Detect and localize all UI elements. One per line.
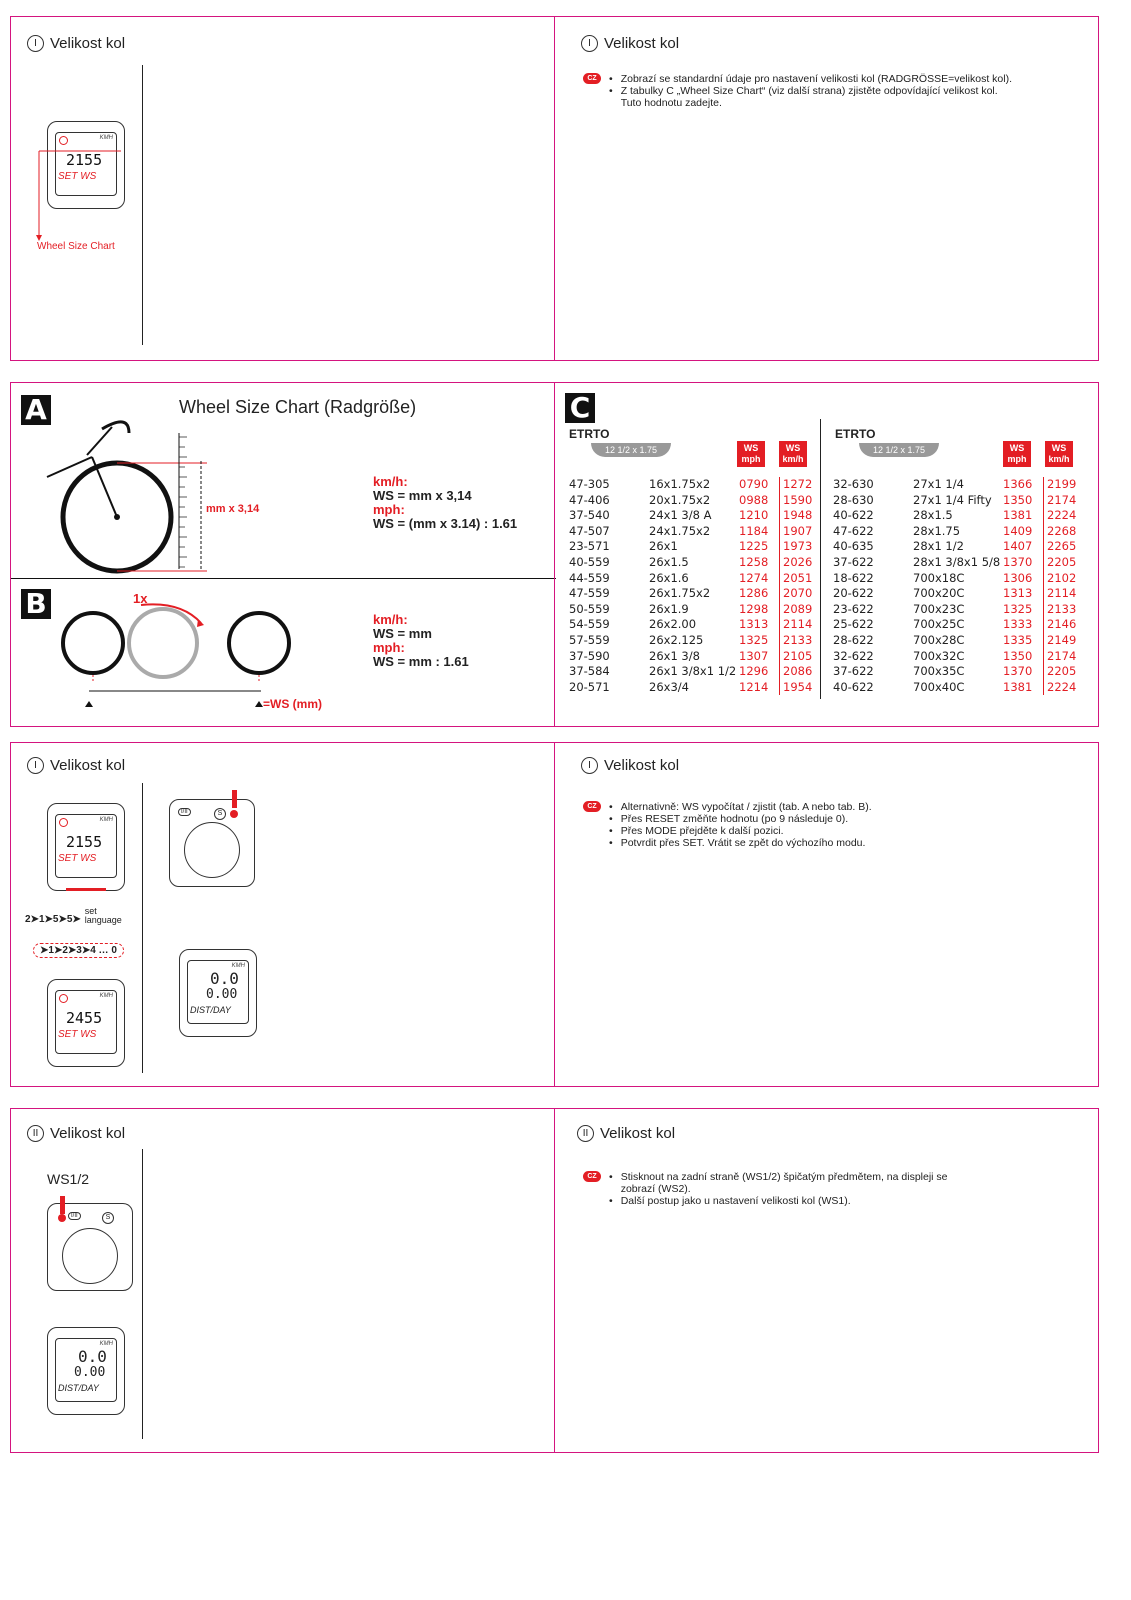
etrto-cell: 40-622: [833, 679, 874, 694]
ws-mph-cell: 1296: [739, 664, 769, 679]
panel-left-4: [10, 1108, 555, 1453]
table-row: [833, 633, 1083, 649]
header-kmh-left: WS km/h: [779, 441, 807, 467]
size-cell: 26x3/4: [649, 679, 689, 694]
size-cell: 26x2.00: [649, 617, 697, 632]
divider: [142, 1149, 143, 1439]
mode-two-icon: II: [577, 1125, 594, 1142]
ws-mph-cell: 1366: [1003, 477, 1033, 491]
ws-kmh-cell: 2105: [779, 649, 819, 665]
device-back: [169, 799, 255, 887]
bullet-3: Přes MODE přejděte k další pozici.: [620, 825, 784, 837]
arrow-lines: [31, 147, 131, 247]
mode-icon: [59, 136, 68, 145]
mode-one-icon: I: [581, 35, 598, 52]
arc-label-right: 12 1/2 x 1.75: [859, 443, 939, 457]
ws-mph-cell: 1274: [739, 570, 769, 585]
ws-kmh-cell: 2174: [1043, 493, 1083, 509]
bullet-2: Z tabulky C „Wheel Size Chart“ (viz další strana) zjistěte odpovídající velikost kol. Tuto hodnotu zadejte.: [620, 85, 998, 109]
etrto-cell: 28-622: [833, 632, 874, 647]
size-cell: 27x1 1/4: [913, 477, 964, 491]
size-cell: 26x2.125: [649, 632, 704, 647]
mode-one-icon: I: [27, 757, 44, 774]
ws-kmh-cell: 1272: [779, 477, 819, 493]
ws-kmh-cell: 2199: [1043, 477, 1083, 493]
bullet-1: Zobrazí se standardní údaje pro nastavení velikosti kol (RADGRÖSSE=velikost kol).: [620, 73, 1012, 85]
etrto-cell: 37-540: [569, 508, 610, 523]
panel-right-3: [554, 742, 1099, 1087]
bike-computer-2: [47, 979, 125, 1067]
etrto-cell: 23-622: [833, 601, 874, 616]
etrto-cell: 47-406: [569, 492, 610, 507]
table-row: [569, 664, 819, 680]
title-text: Velikost kol: [50, 35, 126, 52]
panel-title: [27, 35, 125, 52]
ws-kmh-cell: 2174: [1043, 649, 1083, 665]
ws-mph-cell: 1350: [1003, 648, 1033, 663]
table-row: [569, 555, 819, 571]
etrto-cell: 37-622: [833, 664, 874, 679]
etrto-cell: 54-559: [569, 617, 610, 632]
ws-kmh-cell: 2114: [779, 617, 819, 633]
rotation-label: 1x: [133, 591, 148, 606]
mode-one-icon: I: [27, 35, 44, 52]
bike-computer-1: [47, 803, 125, 891]
mph-label: mph:: [373, 502, 405, 517]
dist-label: DIST/DAY: [58, 1383, 99, 1393]
table-row: [569, 617, 819, 633]
language-badge: CZ: [583, 801, 601, 812]
table-row: [569, 680, 819, 696]
table-row: [833, 680, 1083, 696]
panel-title: [581, 35, 679, 52]
size-cell: 26x1.6: [649, 570, 689, 585]
ws-mph-cell: 1298: [739, 601, 769, 616]
size-cell: 24x1 3/8 A: [649, 508, 712, 523]
ws-mph-cell: 1307: [739, 648, 769, 663]
size-cell: 700x32C: [913, 648, 965, 663]
section-divider: [11, 578, 556, 579]
size-cell: 20x1.75x2: [649, 492, 711, 507]
alert-icon: [60, 1196, 65, 1214]
size-cell: 26x1 3/8x1 1/2: [649, 664, 737, 679]
etrto-cell: 37-622: [833, 554, 874, 569]
etrto-cell: 44-559: [569, 570, 610, 585]
etrto-cell: 32-630: [833, 477, 874, 491]
ws-mph-cell: 1184: [739, 523, 769, 538]
ws-mph-cell: 1286: [739, 586, 769, 601]
ws-pointer: [58, 1214, 66, 1222]
unit-label: KMH: [99, 135, 113, 141]
ws-kmh-cell: 2133: [1043, 602, 1083, 618]
ws-mph-cell: 1333: [1003, 617, 1033, 632]
header-mph-left: WS mph: [737, 441, 765, 467]
bike-computer-dist: [179, 949, 257, 1037]
ws-kmh-cell: 2102: [1043, 571, 1083, 587]
device-back: [47, 1203, 133, 1291]
table-row: [833, 555, 1083, 571]
ws-mph-cell: 1225: [739, 539, 769, 554]
battery-cover: [62, 1228, 118, 1284]
size-cell: 700x18C: [913, 570, 965, 585]
ws-kmh-cell: 2205: [1043, 555, 1083, 571]
ws-kmh-cell: 2268: [1043, 524, 1083, 540]
header-kmh-right: WS km/h: [1045, 441, 1073, 467]
etrto-cell: 40-559: [569, 554, 610, 569]
display-label: SET WS: [58, 853, 97, 864]
ws-mph-cell: 1214: [739, 679, 769, 694]
etrto-cell: 23-571: [569, 539, 610, 554]
language-badge: CZ: [583, 73, 601, 84]
display-screen: [55, 1338, 117, 1402]
size-cell: 28x1.5: [913, 508, 953, 523]
ws-kmh-cell: 2149: [1043, 633, 1083, 649]
ws-mph-cell: 0790: [739, 477, 769, 491]
display-label: SET WS: [58, 1029, 97, 1040]
table-row: [833, 477, 1083, 493]
display-screen: [55, 990, 117, 1054]
reset-button[interactable]: S: [102, 1212, 114, 1224]
ws-mph-cell: 1313: [1003, 586, 1033, 601]
table-row: [833, 508, 1083, 524]
formula-b: [373, 613, 469, 669]
panel-right-4: [554, 1108, 1099, 1453]
display-value: 2155: [66, 833, 103, 851]
table-row: [833, 602, 1083, 618]
panel-left-1: [10, 16, 555, 361]
bike-computer-dist: [47, 1327, 125, 1415]
unit-label: KMH: [99, 1341, 113, 1347]
header-mph-right: WS mph: [1003, 441, 1031, 467]
ws-kmh-cell: 2205: [1043, 664, 1083, 680]
etrto-cell: 47-507: [569, 523, 610, 538]
table-row: [833, 571, 1083, 587]
size-cell: 700x20C: [913, 586, 965, 601]
display-screen: [187, 960, 249, 1024]
ws-mph-cell: 1381: [1003, 679, 1033, 694]
ws-kmh-cell: 2224: [1043, 680, 1083, 696]
table-row: [833, 524, 1083, 540]
display-value: 2155: [66, 151, 103, 169]
ws-mph-cell: 1407: [1003, 539, 1033, 554]
ws-mph-cell: 1313: [739, 617, 769, 632]
table-row: [833, 617, 1083, 633]
ws-mph-cell: 1258: [739, 554, 769, 569]
instruction-list: CZ • Zobrazí se standardní údaje pro nastavení velikosti kol (RADGRÖSSE=velikost kol). • Z tabulky C „Wheel Size Chart“ (viz další strana) zjistěte odpovídající velikost kol. Tuto hodnotu zadejte.: [583, 73, 1083, 109]
ws-mph-cell: 1370: [1003, 554, 1033, 569]
wheel-table-right: [833, 477, 1083, 695]
size-cell: 16x1.75x2: [649, 477, 711, 491]
ws-kmh-cell: 1973: [779, 539, 819, 555]
ws-kmh-cell: 2051: [779, 571, 819, 587]
table-row: [569, 477, 819, 493]
ws-kmh-cell: 2265: [1043, 539, 1083, 555]
etrto-cell: 28-630: [833, 492, 874, 507]
title-text: Velikost kol: [604, 757, 680, 774]
size-cell: 28x1 1/2: [913, 539, 964, 554]
mode-icon: [59, 994, 68, 1003]
display-value: 2455: [66, 1009, 103, 1027]
table-row: [569, 571, 819, 587]
table-row: [833, 493, 1083, 509]
formula-a: [373, 475, 517, 531]
ws-kmh-cell: 2133: [779, 633, 819, 649]
ws-kmh-cell: 1948: [779, 508, 819, 524]
table-divider: [820, 419, 821, 699]
display-label: SET WS: [58, 171, 97, 182]
etrto-cell: 18-622: [833, 570, 874, 585]
mph-formula: WS = (mm x 3.14) : 1.61: [373, 516, 518, 531]
seq-language: language: [84, 915, 122, 925]
table-row: [833, 539, 1083, 555]
etrto-right: ETRTO: [835, 427, 876, 441]
ws-kmh-cell: 2114: [1043, 586, 1083, 602]
wheel-size-chart-link[interactable]: Wheel Size Chart: [37, 241, 115, 252]
reset-pointer: [230, 810, 238, 818]
mph-formula: WS = mm : 1.61: [373, 654, 469, 669]
letter-b: B: [21, 589, 51, 619]
bullet-2: Další postup jako u nastavení velikosti kol (WS1).: [620, 1195, 851, 1207]
ws-mph-cell: 1370: [1003, 664, 1033, 679]
ws-mph-cell: 1306: [1003, 570, 1033, 585]
panel-chart-c: [554, 382, 1099, 727]
instruction-list: CZ • Stisknout na zadní straně (WS1/2) špičatým předmětem, na displeji se zobrazí (WS2). • Další postup jako u nastavení velikosti kol (WS1).: [583, 1171, 1083, 1207]
ws-kmh-cell: 2146: [1043, 617, 1083, 633]
etrto-cell: 47-305: [569, 477, 610, 491]
ws-mph-cell: 1325: [1003, 601, 1033, 616]
ws-mph-cell: 1210: [739, 508, 769, 523]
ws-kmh-cell: 2026: [779, 555, 819, 571]
sequence-2: ➤1➤2➤3➤4 … 0: [33, 943, 124, 958]
mode-button[interactable]: I/II: [178, 808, 191, 816]
panel-title: [27, 757, 125, 774]
size-cell: 26x1 3/8: [649, 648, 700, 663]
table-row: [833, 586, 1083, 602]
seq-set: set: [84, 906, 97, 916]
display-screen: [55, 814, 117, 878]
kmh-label: km/h:: [373, 612, 408, 627]
arc-label-left: 12 1/2 x 1.75: [591, 443, 671, 457]
ws-label: WS1/2: [47, 1171, 90, 1187]
sequence-1: [25, 907, 122, 925]
panel-title: [581, 757, 679, 774]
etrto-cell: 50-559: [569, 601, 610, 616]
table-row: [569, 539, 819, 555]
bullet-2: Přes RESET změňte hodnotu (po 9 následuje 0).: [620, 813, 849, 825]
size-cell: 26x1.5: [649, 554, 689, 569]
ws-kmh-cell: 1907: [779, 524, 819, 540]
etrto-cell: 40-622: [833, 508, 874, 523]
ws-mph-cell: 1409: [1003, 523, 1033, 538]
etrto-cell: 20-622: [833, 586, 874, 601]
etrto-cell: 37-590: [569, 648, 610, 663]
wheel-table-left: [569, 477, 819, 695]
size-cell: 27x1 1/4 Fifty: [913, 492, 992, 507]
kmh-label: km/h:: [373, 474, 408, 489]
size-cell: 700x25C: [913, 617, 965, 632]
panel-title: [27, 1125, 125, 1142]
dist-big: 0.0: [78, 1347, 107, 1366]
dist-small: 0.00: [206, 987, 238, 1002]
panel-chart-ab: [10, 382, 555, 727]
instruction-list: CZ • Alternativně: WS vypočítat / zjistit (tab. A nebo tab. B). • Přes RESET změňte hodnotu (po 9 následuje 0). • Přes MODE přejděte k další pozici. • Potvrdit přes SET. Vrátit se zpět do výchozího modu.: [583, 801, 1083, 849]
etrto-cell: 47-622: [833, 523, 874, 538]
ws-label: =WS (mm): [263, 697, 323, 711]
unit-label: KMH: [99, 993, 113, 999]
table-row: [833, 664, 1083, 680]
ws-kmh-cell: 2089: [779, 602, 819, 618]
title-text: Velikost kol: [50, 1125, 126, 1142]
size-cell: 700x23C: [913, 601, 965, 616]
ws-kmh-cell: 1590: [779, 493, 819, 509]
ws-kmh-cell: 2070: [779, 586, 819, 602]
size-cell: 26x1: [649, 539, 678, 554]
chart-title: Wheel Size Chart (Radgröße): [179, 397, 417, 417]
etrto-cell: 20-571: [569, 679, 610, 694]
title-text: Velikost kol: [600, 1125, 676, 1142]
table-row: [569, 524, 819, 540]
size-cell: 26x1.9: [649, 601, 689, 616]
divider: [142, 65, 143, 345]
wheel-rotation-illustration: [51, 583, 371, 713]
ws-mph-cell: 1325: [739, 632, 769, 647]
button-highlight: [66, 888, 106, 891]
ws-kmh-cell: 2086: [779, 664, 819, 680]
table-row: [569, 649, 819, 665]
size-cell: 26x1.75x2: [649, 586, 711, 601]
etrto-cell: 32-622: [833, 648, 874, 663]
unit-label: KMH: [231, 963, 245, 969]
etrto-cell: 47-559: [569, 586, 610, 601]
letter-a: A: [21, 395, 51, 425]
size-cell: 28x1.75: [913, 523, 961, 538]
table-row: [833, 649, 1083, 665]
table-row: [569, 508, 819, 524]
mode-two-icon: II: [27, 1125, 44, 1142]
size-cell: 700x35C: [913, 664, 965, 679]
etrto-cell: 37-584: [569, 664, 610, 679]
ws-kmh-cell: 2224: [1043, 508, 1083, 524]
etrto-left: ETRTO: [569, 427, 610, 441]
dist-label: DIST/DAY: [190, 1005, 231, 1015]
size-cell: 700x28C: [913, 632, 965, 647]
dist-small: 0.00: [74, 1365, 106, 1380]
battery-cover: [184, 822, 240, 878]
panel-title: [577, 1125, 675, 1142]
dist-big: 0.0: [210, 969, 239, 988]
divider: [142, 783, 143, 1073]
kmh-formula: WS = mm x 3,14: [373, 488, 472, 503]
language-badge: CZ: [583, 1171, 601, 1182]
title-text: Velikost kol: [50, 757, 126, 774]
unit-label: KMH: [99, 817, 113, 823]
ws-mph-cell: 1350: [1003, 492, 1033, 507]
size-cell: 24x1.75x2: [649, 523, 711, 538]
seq-digits: 2➤1➤5➤5➤: [25, 914, 81, 925]
ruler: [177, 433, 207, 573]
ws-mph-cell: 1335: [1003, 632, 1033, 647]
mode-one-icon: I: [581, 757, 598, 774]
etrto-cell: 40-635: [833, 539, 874, 554]
etrto-cell: 25-622: [833, 617, 874, 632]
ws-button[interactable]: I/II: [68, 1212, 81, 1220]
measure-label: mm x 3,14: [206, 503, 260, 515]
panel-right-1: [554, 16, 1099, 361]
ws-mph-cell: 0988: [739, 492, 769, 507]
mph-label: mph:: [373, 640, 405, 655]
size-cell: 700x40C: [913, 679, 965, 694]
reset-button[interactable]: S: [214, 808, 226, 820]
size-cell: 28x1 3/8x1 5/8: [913, 554, 1001, 569]
alert-icon: [232, 790, 237, 808]
bullet-1: Alternativně: WS vypočítat / zjistit (tab. A nebo tab. B).: [620, 801, 872, 813]
table-row: [569, 633, 819, 649]
ws-mph-cell: 1381: [1003, 508, 1033, 523]
table-row: [569, 602, 819, 618]
bullet-1: Stisknout na zadní straně (WS1/2) špičatým předmětem, na displeji se zobrazí (WS2).: [620, 1171, 948, 1195]
bullet-4: Potvrdit přes SET. Vrátit se zpět do výchozího modu.: [620, 837, 866, 849]
ws-kmh-cell: 1954: [779, 680, 819, 696]
etrto-cell: 57-559: [569, 632, 610, 647]
title-text: Velikost kol: [604, 35, 680, 52]
table-row: [569, 493, 819, 509]
table-row: [569, 586, 819, 602]
letter-c: C: [565, 393, 595, 423]
mode-icon: [59, 818, 68, 827]
kmh-formula: WS = mm: [373, 626, 432, 641]
panel-left-3: [10, 742, 555, 1087]
